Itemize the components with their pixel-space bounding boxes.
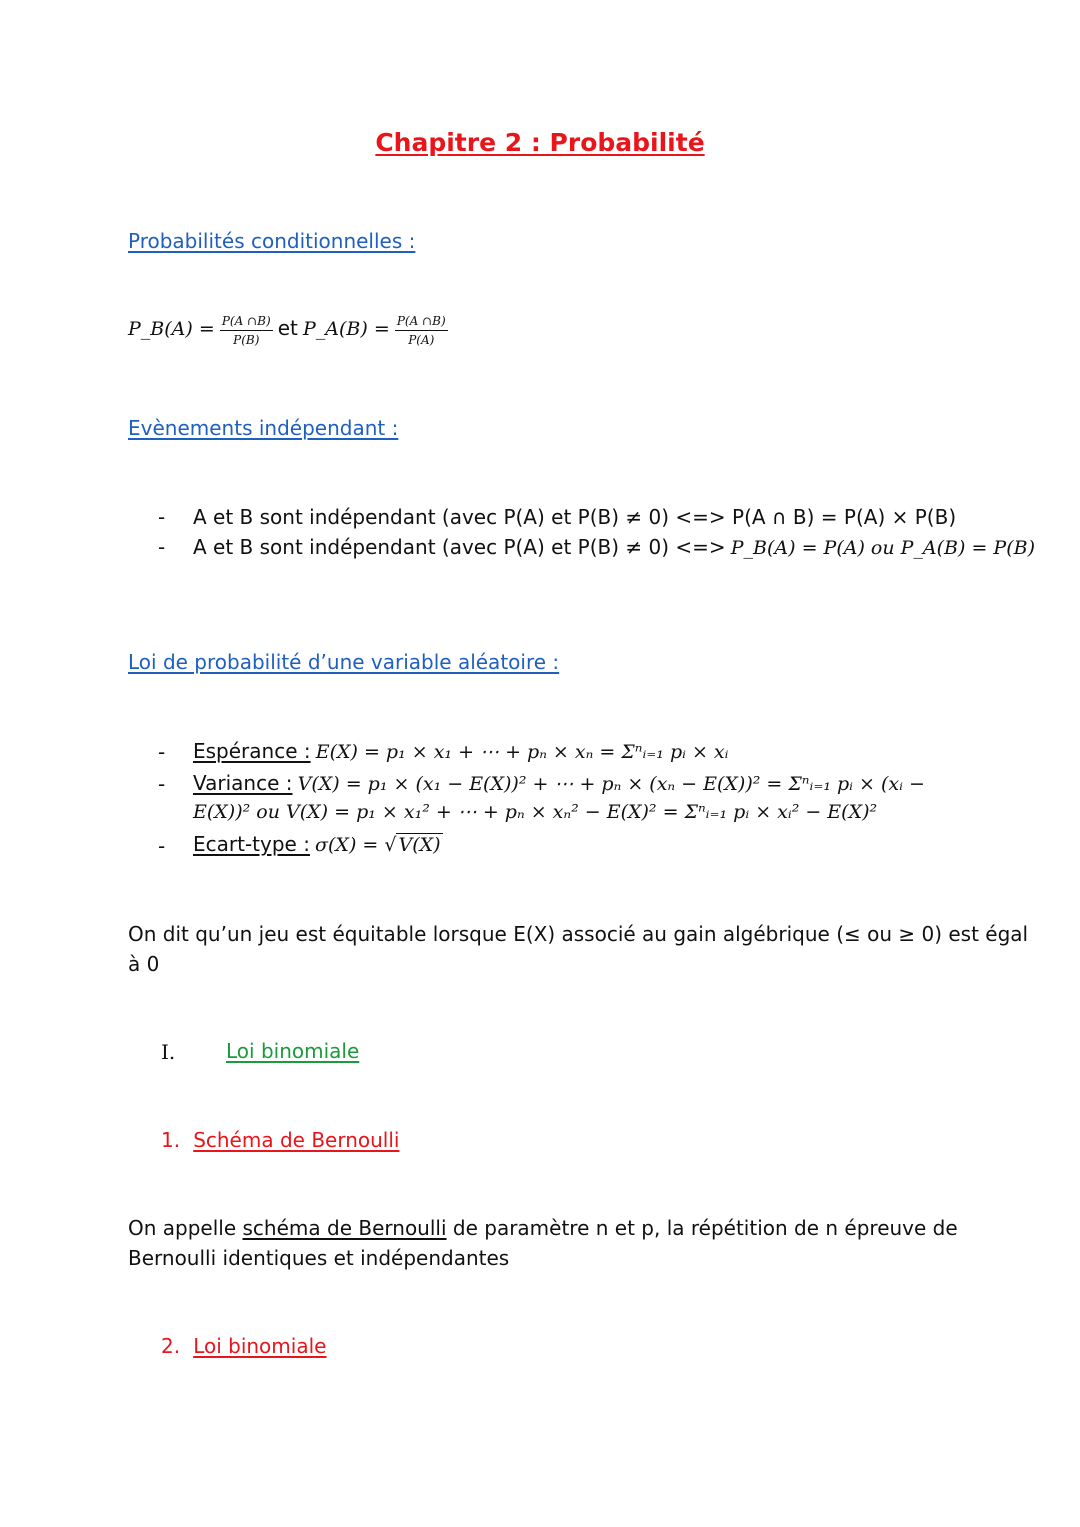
definition-term: schéma de Bernoulli [242, 1216, 447, 1240]
bernoulli-definition-line-2: Bernoulli identiques et indépendantes [128, 1246, 510, 1270]
fraction-1 [220, 314, 273, 347]
fair-game-line-2: à 0 [128, 952, 160, 976]
std-dev-label: Ecart-type : [193, 832, 310, 856]
bullet-dash: - [158, 740, 166, 764]
fraction-1-denominator: P(B) [233, 333, 260, 347]
expectation-label: Espérance : [193, 739, 311, 763]
independent-item-2-math: P_B(A) = P(A) ou P_A(B) = P(B) [730, 537, 1036, 559]
subsection-2-title: Loi binomiale [193, 1334, 327, 1358]
bullet-dash: - [158, 834, 166, 858]
fair-game-line-1: On dit qu’un jeu est équitable lorsque E(X) associé au gain algébrique (≤ ou ≥ 0) est égal [128, 922, 1029, 946]
heading-conditional: Probabilités conditionnelles : [128, 229, 416, 253]
independent-item-1: A et B sont indépendant (avec P(A) et P(B) ≠ 0) <=> P(A ∩ B) = P(A) × P(B) [193, 505, 957, 529]
fraction-2 [395, 314, 448, 347]
bullet-dash: - [158, 505, 166, 529]
subsection-bernoulli [161, 1128, 399, 1152]
formula-lhs-1: P_B(A) = [128, 318, 215, 340]
bullet-dash: - [158, 535, 166, 559]
subsection-binomial-law [161, 1334, 326, 1358]
std-dev-line [193, 832, 443, 856]
heading-probability-law: Loi de probabilité d’une variable aléatoire : [128, 650, 560, 674]
independent-item-2 [193, 535, 1035, 559]
expectation-line [193, 739, 728, 763]
fraction-2-denominator: P(A) [408, 333, 435, 347]
std-dev-formula: σ(X) = √ [315, 834, 397, 856]
variance-line-1 [193, 771, 925, 795]
subsection-1-title: Schéma de Bernoulli [193, 1128, 400, 1152]
bernoulli-definition-line-1 [128, 1216, 958, 1240]
fraction-2-numerator: P(A ∩B) [395, 314, 448, 331]
bullet-dash: - [158, 772, 166, 796]
variance-formula-2: E(X))² ou V(X) = p₁ × x₁² + ⋯ + pₙ × xₙ² − E(X)² = Σⁿᵢ₌₁ pᵢ × xᵢ² − E(X)² [193, 801, 878, 823]
formula-connector: et [277, 316, 298, 340]
formula-lhs-2: P_A(B) = [303, 318, 390, 340]
section-numeral: I. [161, 1040, 176, 1064]
heading-independent: Evènements indépendant : [128, 416, 399, 440]
heading-binomial: Loi binomiale [226, 1039, 360, 1063]
subsection-1-number: 1. [161, 1128, 181, 1152]
subsection-2-number: 2. [161, 1334, 181, 1358]
independent-item-2-text: A et B sont indépendant (avec P(A) et P(B) ≠ 0) <=> [193, 535, 726, 559]
std-dev-radicand: V(X) [398, 834, 441, 856]
variance-formula-1: V(X) = p₁ × (x₁ − E(X))² + ⋯ + pₙ × (xₙ − E(X))² = Σⁿᵢ₌₁ pᵢ × (xᵢ − [297, 773, 925, 795]
definition-prefix: On appelle [128, 1216, 237, 1240]
page-title: Chapitre 2 : Probabilité [375, 128, 705, 157]
expectation-formula: E(X) = p₁ × x₁ + ⋯ + pₙ × xₙ = Σⁿᵢ₌₁ pᵢ × xᵢ [315, 741, 729, 763]
variance-label: Variance : [193, 771, 293, 795]
fraction-1-numerator: P(A ∩B) [220, 314, 273, 331]
definition-suffix: de paramètre n et p, la répétition de n épreuve de [452, 1216, 958, 1240]
conditional-formula [128, 314, 448, 347]
